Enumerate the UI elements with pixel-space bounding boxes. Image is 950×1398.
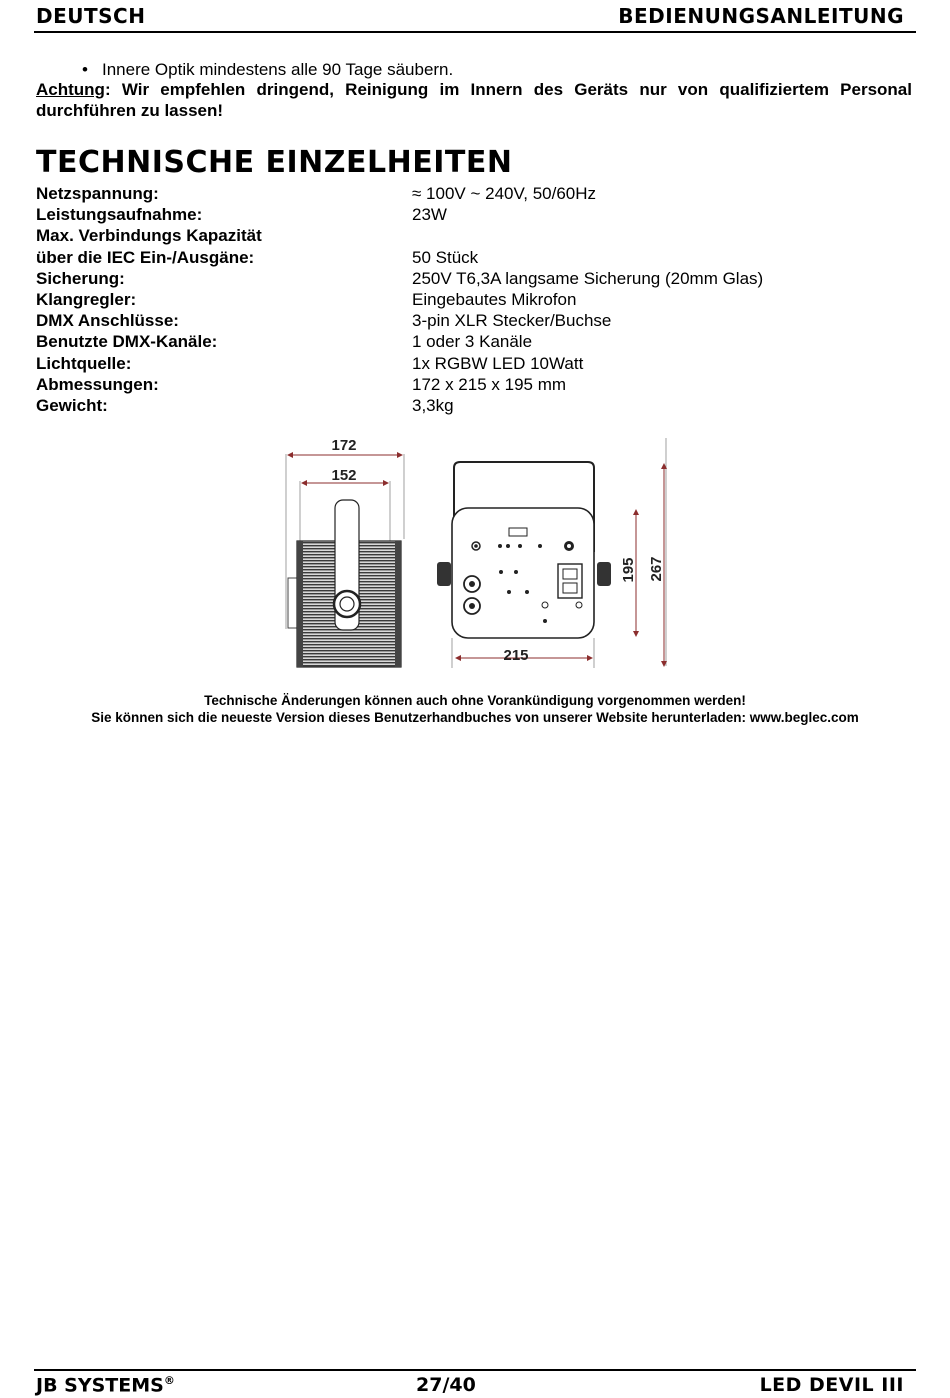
spec-label: Gewicht: <box>36 395 108 415</box>
page-footer <box>36 1374 904 1398</box>
footer-brand-wrap <box>36 1374 175 1396</box>
spec-row <box>36 268 896 289</box>
spec-value: 3-pin XLR Stecker/Buchse <box>412 311 612 331</box>
warning-label: Achtung <box>36 80 105 99</box>
spec-row <box>36 225 896 246</box>
spec-label: Lichtquelle: <box>36 353 132 373</box>
bullet-icon: • <box>82 60 88 79</box>
spec-row <box>36 310 896 331</box>
spec-label: über die IEC Ein-/Ausgäne: <box>36 247 255 267</box>
page-number: 27/40 <box>416 1374 476 1396</box>
spec-value: ≈ 100V ~ 240V, 50/60Hz <box>412 184 597 203</box>
header-rule <box>34 31 916 33</box>
spec-value: 250V T6,3A langsame Sicherung (20mm Glas) <box>412 268 764 288</box>
spec-row <box>36 374 896 395</box>
warning-text: : Wir empfehlen dringend, Reinigung im Innern des Geräts nur von qualifiziertem Personal durchführen zu lassen! <box>36 80 912 120</box>
section-title: TECHNISCHE EINZELHEITEN <box>36 145 513 180</box>
spec-row <box>36 353 896 374</box>
dim-label-152: 152 <box>331 467 357 484</box>
notice-block <box>0 692 950 726</box>
spec-row <box>36 183 896 204</box>
spec-label: Abmessungen: <box>36 374 159 394</box>
dim-label-172: 172 <box>331 437 357 454</box>
side-view <box>286 437 404 667</box>
back-view <box>437 438 666 668</box>
spec-value: 1 oder 3 Kanäle <box>412 332 533 352</box>
warning-paragraph <box>36 79 912 121</box>
footer-brand: JB SYSTEMS <box>36 1374 164 1397</box>
spec-row <box>36 289 896 310</box>
footer-rule <box>34 1369 916 1371</box>
spec-table <box>36 183 896 416</box>
spec-label: Netzspannung: <box>36 184 159 203</box>
spec-value: 172 x 215 x 195 mm <box>412 374 567 394</box>
header-doc-type: BEDIENUNGSANLEITUNG <box>618 4 904 28</box>
dimension-drawing <box>282 434 676 672</box>
spec-value: 50 Stück <box>412 247 479 267</box>
spec-label: Klangregler: <box>36 289 137 309</box>
bullet-text: Innere Optik mindestens alle 90 Tage säubern. <box>102 60 454 79</box>
dim-label-267: 267 <box>648 556 665 582</box>
spec-row <box>36 247 896 268</box>
spec-label: Benutzte DMX-Kanäle: <box>36 332 218 352</box>
spec-row <box>36 331 896 352</box>
maintenance-bullet <box>82 60 453 80</box>
spec-value <box>412 225 896 246</box>
header-language: DEUTSCH <box>36 4 146 28</box>
spec-label: Sicherung: <box>36 268 125 288</box>
notice-line-1: Technische Änderungen können auch ohne Vorankündigung vorgenommen werden! <box>204 693 746 708</box>
spec-label: Max. Verbindungs Kapazität <box>36 226 262 246</box>
spec-value: 3,3kg <box>412 395 454 415</box>
page-header <box>36 2 904 28</box>
spec-value: Eingebautes Mikrofon <box>412 289 577 309</box>
spec-value: 23W <box>412 205 447 225</box>
dim-label-215: 215 <box>503 647 529 664</box>
footer-product: LED DEVIL III <box>759 1374 904 1396</box>
dim-label-195: 195 <box>620 557 637 583</box>
spec-value: 1x RGBW LED 10Watt <box>412 353 584 373</box>
spec-label: DMX Anschlüsse: <box>36 311 179 331</box>
spec-row <box>36 204 896 225</box>
spec-row <box>36 395 896 416</box>
notice-line-2: Sie können sich die neueste Version dieses Benutzerhandbuches von unserer Website herunterladen: www.beglec.com <box>91 710 859 725</box>
registered-mark: ® <box>163 1374 175 1387</box>
spec-label: Leistungsaufnahme: <box>36 205 203 225</box>
